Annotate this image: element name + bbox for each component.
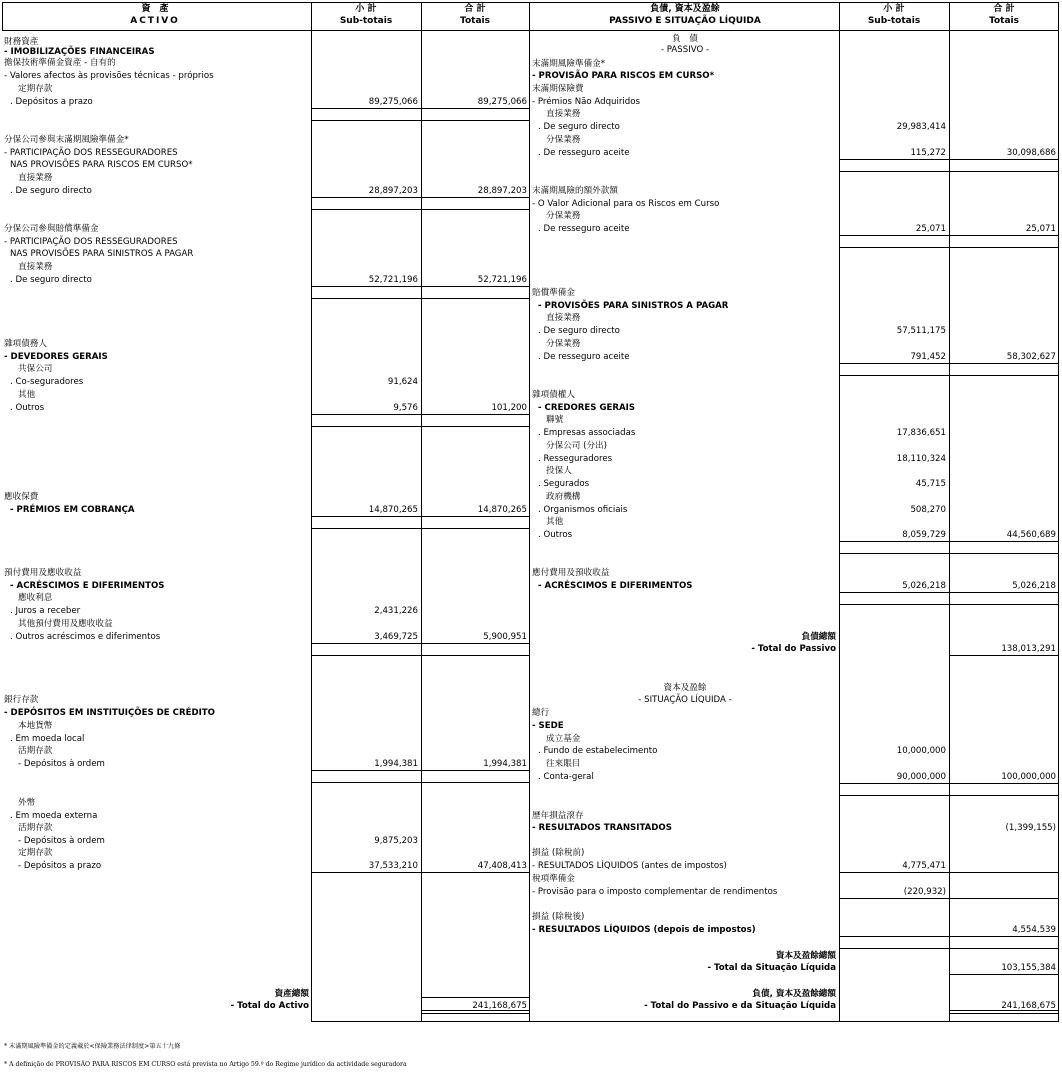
liability-label: - Provisão para o imposto complementar de rendimentos (532, 887, 778, 897)
col-line-3 (529, 2, 530, 1021)
total-activo-label: 資產總額 (274, 989, 309, 999)
liability-label: 末滿期風險的額外款額 (532, 186, 618, 196)
liability-total: 241,168,675 (1001, 1001, 1056, 1011)
asset-label: - PRÉMIOS EM COBRANÇA (10, 505, 135, 515)
asset-subtotal: 2,431,226 (374, 606, 418, 616)
asset-label: 擔保技術準備金資產 - 自有的 (4, 58, 116, 68)
liability-label: 末滿期保險費 (532, 84, 584, 94)
liability-label: - Total da Situação Líquida (707, 963, 836, 973)
asset-subtotal: 89,275,066 (368, 97, 418, 107)
liability-label: 負 債 (672, 34, 698, 44)
asset-label: - PARTICIPAÇÃO DOS RESSEGURADORES (4, 148, 178, 158)
header-subtotais2-zh: 小 計 (883, 4, 905, 14)
sep (950, 1013, 1058, 1014)
frame-bottom-line (311, 1021, 1059, 1022)
asset-label: . Outros (10, 403, 45, 413)
sep (840, 898, 1058, 899)
liability-label: - O Valor Adicional para os Riscos em Curso (532, 199, 720, 209)
liability-label: 分保業務 (546, 211, 581, 221)
sep (312, 655, 529, 656)
liability-subtotal: 115,272 (910, 148, 946, 158)
asset-label: 其他 (18, 390, 36, 400)
liability-subtotal: 791,452 (910, 352, 946, 362)
liability-subtotal: 29,983,414 (896, 122, 946, 132)
liability-subtotal: 8,059,729 (902, 530, 946, 540)
liability-label: 雜項債權人 (532, 390, 575, 400)
sep (840, 553, 1058, 554)
sep (312, 286, 529, 287)
header-subtotais2-pt: Sub-totais (867, 16, 921, 26)
sep (840, 592, 1058, 593)
liability-label: 聯號 (546, 415, 564, 425)
liability-label: - PASSIVO - (660, 45, 710, 55)
col-line-6 (1058, 2, 1059, 1021)
sep (312, 298, 529, 299)
liability-label: . De resseguro aceite (538, 352, 630, 362)
liability-label: - RESULTADOS TRANSITADOS (532, 823, 672, 833)
liability-label: - CREDORES GERAIS (538, 403, 636, 413)
sep (840, 604, 1058, 605)
asset-label: 定期存款 (18, 84, 53, 94)
asset-subtotal: 37,533,210 (368, 861, 418, 871)
asset-label: 本地貨幣 (18, 721, 53, 731)
sep (840, 948, 1058, 949)
asset-label: . Depósitos a prazo (10, 97, 93, 107)
asset-total: 52,721,196 (477, 275, 527, 285)
asset-label: - DEPÓSITOS EM INSTITUIÇÕES DE CRÉDITO (4, 708, 215, 718)
liability-label: 分保公司 (分出) (546, 441, 607, 451)
asset-label: . Em moeda externa (10, 811, 98, 821)
liability-subtotal: 90,000,000 (896, 772, 946, 782)
header-bottom-line (2, 30, 1059, 31)
asset-label: 應收保費 (4, 492, 39, 502)
liability-label: 投保人 (546, 466, 572, 476)
liability-label: 負債總額 (801, 632, 836, 642)
liability-total: 58,302,627 (1006, 352, 1056, 362)
liability-label: 分保業務 (546, 135, 581, 145)
header-subtotais-zh: 小 計 (355, 4, 377, 14)
asset-label: 活期存款 (18, 823, 53, 833)
sep (840, 872, 1058, 873)
asset-label: 財務資產 (4, 37, 39, 47)
sep (840, 247, 1058, 248)
liability-total: 5,026,218 (1012, 581, 1056, 591)
sep (312, 120, 529, 121)
header-passivo-pt: PASSIVO E SITUAÇÃO LÍQUIDA (609, 16, 761, 26)
asset-label: . Co-seguradores (10, 377, 84, 387)
liability-label: 直接業務 (546, 109, 581, 119)
sep (312, 209, 529, 210)
asset-label: . De seguro directo (10, 275, 92, 285)
sep (312, 414, 529, 415)
header-activo-pt: ACTIVO (130, 16, 180, 26)
liability-label: 資本及盈餘 (663, 683, 707, 693)
asset-label: 共保公司 (18, 364, 53, 374)
sep (312, 528, 529, 529)
asset-label: - Depósitos à ordem (18, 759, 105, 769)
liability-label: . Segurados (538, 479, 590, 489)
liability-subtotal: 45,715 (915, 479, 946, 489)
liability-total: 100,000,000 (1001, 772, 1056, 782)
asset-label: NAS PROVISÕES PARA RISCOS EM CURSO* (10, 160, 193, 170)
asset-label: 直接業務 (18, 262, 53, 272)
liability-label: - SITUAÇÃO LÍQUIDA - (638, 695, 732, 705)
liability-subtotal: 4,775,471 (902, 861, 946, 871)
sep (312, 643, 529, 644)
liability-label: - PROVISÕES PARA SINISTROS A PAGAR (538, 301, 729, 311)
asset-label: . Juros a receber (10, 606, 81, 616)
liability-label: . Organismos oficiais (538, 505, 628, 515)
liability-total: 44,560,689 (1006, 530, 1056, 540)
liability-label: 政府機構 (546, 492, 581, 502)
liability-subtotal: 10,000,000 (896, 746, 946, 756)
sep (840, 795, 1058, 796)
header-totais2-pt: Totais (989, 16, 1019, 26)
asset-label: . Outros acréscimos e diferimentos (10, 632, 161, 642)
liability-label: - SEDE (532, 721, 564, 731)
asset-label: 直接業務 (18, 173, 53, 183)
sep (422, 997, 529, 998)
frame-top-line (2, 2, 1059, 3)
asset-label: - Depósitos à ordem (18, 836, 105, 846)
asset-label: - DEVEDORES GERAIS (4, 352, 108, 362)
sep (422, 1013, 529, 1014)
header-totais-zh: 合 計 (464, 4, 486, 14)
asset-subtotal: 9,875,203 (374, 836, 418, 846)
liability-label: - Total do Passivo e da Situação Líquida (644, 1001, 836, 1011)
liability-total: 25,071 (1025, 224, 1056, 234)
liability-subtotal: 57,511,175 (896, 326, 946, 336)
liability-total: 4,554,539 (1012, 925, 1056, 935)
liability-label: . Fundo de estabelecimento (538, 746, 658, 756)
liability-subtotal: (220,932) (903, 887, 946, 897)
liability-total: 138,013,291 (1001, 644, 1056, 654)
asset-total: 5,900,951 (483, 632, 527, 642)
liability-label: 賠償準備金 (532, 288, 575, 298)
sep (312, 426, 529, 427)
liability-label: . De seguro directo (538, 326, 620, 336)
sep (950, 655, 1058, 656)
asset-label: . Em moeda local (10, 734, 85, 744)
sep (840, 783, 1058, 784)
asset-label: 其他預付費用及應收收益 (18, 619, 113, 629)
asset-label: 活期存款 (18, 746, 53, 756)
liability-label: 分保業務 (546, 339, 581, 349)
sep (840, 541, 1058, 542)
asset-label: - Depósitos a prazo (18, 861, 102, 871)
asset-total: 1,994,381 (483, 759, 527, 769)
total-activo-value: 241,168,675 (472, 1001, 527, 1011)
liability-label: 直接業務 (546, 313, 581, 323)
liability-label: - RESULTADOS LÍQUIDOS (antes de impostos) (532, 861, 727, 871)
asset-label: 雜項債務人 (4, 339, 47, 349)
asset-label: - PARTICIPAÇÃO DOS RESSEGURADORES (4, 237, 178, 247)
liability-label: 末滿期風險準備金* (532, 59, 606, 69)
sep (950, 974, 1058, 975)
liability-label: . Conta-geral (538, 772, 594, 782)
liability-label: . De seguro directo (538, 122, 620, 132)
header-activo-zh: 資 產 (141, 4, 169, 14)
asset-subtotal: 52,721,196 (368, 275, 418, 285)
sep (840, 171, 1058, 172)
asset-label: 分保公司參與賠償準備金 (4, 224, 99, 234)
sep (312, 872, 529, 873)
header-subtotais-pt: Sub-totais (339, 16, 393, 26)
asset-label: 銀行存款 (4, 695, 39, 705)
sep (312, 516, 529, 517)
asset-label: 外幣 (18, 798, 36, 808)
asset-total: 28,897,203 (477, 186, 527, 196)
liability-subtotal: 25,071 (915, 224, 946, 234)
liability-label: - PROVISÃO PARA RISCOS EM CURSO* (532, 71, 715, 81)
liability-label: 稅項準備金 (532, 874, 575, 884)
liability-label: 負債, 資本及盈餘總額 (752, 989, 836, 999)
asset-label: 定期存款 (18, 848, 53, 858)
liability-total: 30,098,686 (1006, 148, 1056, 158)
liability-label: 總行 (532, 708, 550, 718)
liability-label: 往來賬目 (546, 759, 581, 769)
liability-subtotal: 508,270 (910, 505, 946, 515)
asset-subtotal: 91,624 (387, 377, 418, 387)
asset-subtotal: 9,576 (393, 403, 418, 413)
asset-label: - Valores afectos às provisões técnicas - próprios (4, 71, 214, 81)
sep (840, 375, 1058, 376)
liability-label: 損益 (除稅前) (532, 848, 585, 858)
header-totais-pt: Totais (460, 16, 490, 26)
asset-subtotal: 14,870,265 (368, 505, 418, 515)
liability-label: . De resseguro aceite (538, 224, 630, 234)
asset-subtotal: 3,469,725 (374, 632, 418, 642)
header-passivo-zh: 負債, 資本及盈餘 (650, 4, 720, 14)
liability-label: . Empresas associadas (538, 428, 636, 438)
footnote-zh: * 末滿期風險準備金的定義載於<保險業務法律制度>第五十九條 (4, 1043, 181, 1050)
liability-label: - ACRÉSCIMOS E DIFERIMENTOS (538, 581, 693, 591)
asset-total: 101,200 (491, 403, 527, 413)
sep (312, 197, 529, 198)
liability-label: - Prémios Não Adquiridos (532, 97, 640, 107)
liability-label: . De resseguro aceite (538, 148, 630, 158)
sep (840, 159, 1058, 160)
asset-label: - ACRÉSCIMOS E DIFERIMENTOS (10, 581, 165, 591)
sep (312, 782, 529, 783)
liability-subtotal: 5,026,218 (902, 581, 946, 591)
total-activo-label: - Total do Activo (230, 1001, 309, 1011)
sep (312, 108, 529, 109)
asset-subtotal: 28,897,203 (368, 186, 418, 196)
asset-total: 14,870,265 (477, 505, 527, 515)
liability-subtotal: 18,110,324 (896, 454, 946, 464)
liability-total: 103,155,384 (1001, 963, 1056, 973)
asset-label: . De seguro directo (10, 186, 92, 196)
frame-left-line (2, 2, 3, 30)
sep (312, 770, 529, 771)
asset-label: NAS PROVISÕES PARA SINISTROS A PAGAR (10, 249, 194, 259)
liability-label: 其他 (546, 517, 564, 527)
asset-label: 預付費用及應收收益 (4, 568, 82, 578)
liability-total: (1,399,155) (1005, 823, 1056, 833)
liability-label: 應付費用及預收收益 (532, 568, 610, 578)
header-totais2-zh: 合 計 (993, 4, 1015, 14)
sep (840, 936, 1058, 937)
sep (840, 235, 1058, 236)
asset-label: 分保公司參與末滿期風險準備金* (4, 135, 129, 145)
liability-label: . Resseguradores (538, 454, 613, 464)
asset-label: - IMOBILIZAÇÕES FINANCEIRAS (4, 47, 155, 57)
asset-total: 47,408,413 (477, 861, 527, 871)
liability-subtotal: 17,836,651 (896, 428, 946, 438)
liability-label: 資本及盈餘總額 (775, 951, 836, 961)
liability-label: - RESULTADOS LÍQUIDOS (depois de impostos) (532, 925, 756, 935)
sep (840, 363, 1058, 364)
liability-label: . Outros (538, 530, 573, 540)
asset-label: 應收利息 (18, 593, 53, 603)
asset-subtotal: 1,994,381 (374, 759, 418, 769)
liability-label: 成立基金 (546, 734, 581, 744)
liability-label: 歷年損益滾存 (532, 811, 584, 821)
liability-label: 損益 (除稅後) (532, 912, 585, 922)
asset-total: 89,275,066 (477, 97, 527, 107)
liability-label: - Total do Passivo (751, 644, 836, 654)
footnote-pt: * A definição de PROVISÃO PARA RISCOS EM CURSO está prevista no Artigo 59.º do Regime jurídico da actividade seguradora (4, 1061, 407, 1068)
